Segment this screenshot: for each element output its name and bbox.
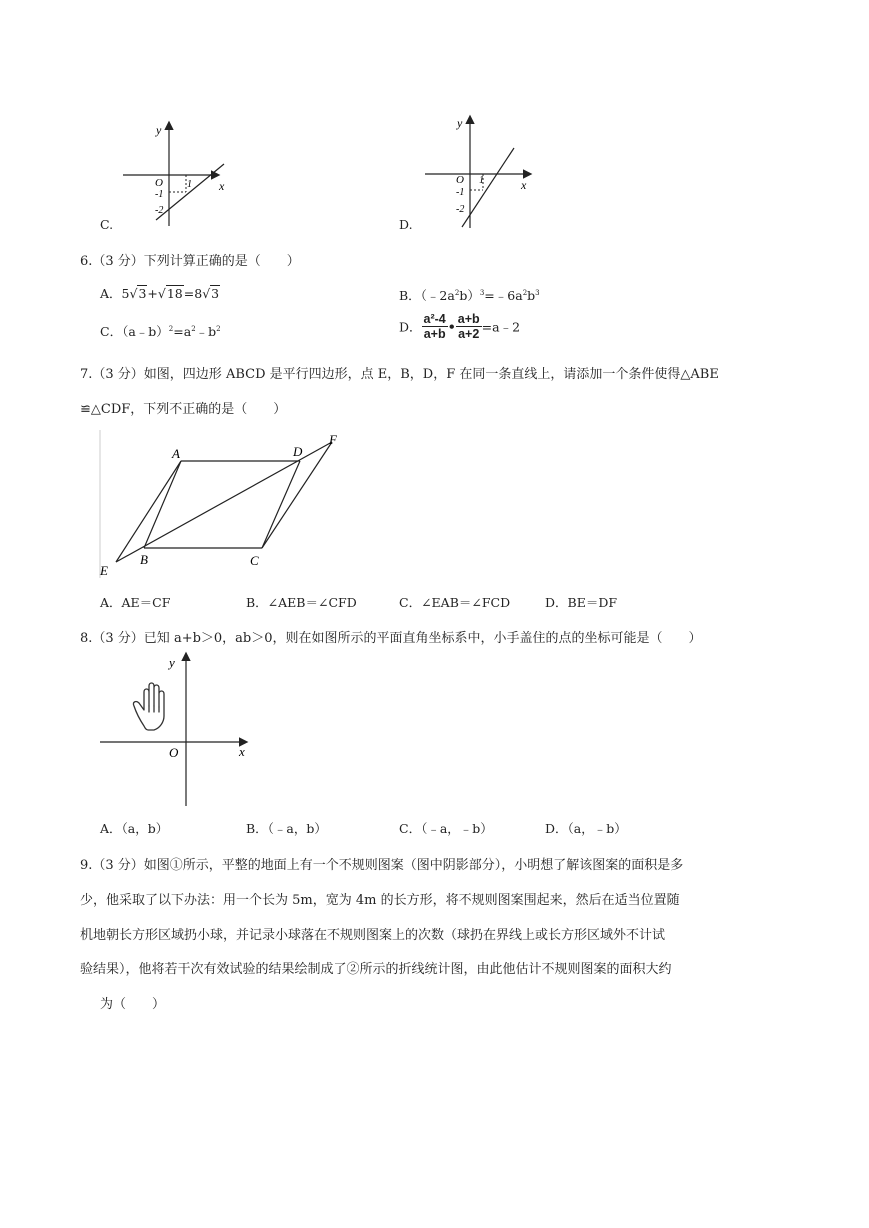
radicand: 3 bbox=[138, 286, 147, 301]
question-9-line1: 9.（3 分）如图①所示，平整的地面上有一个不规则图案（图中阴影部分），小明想了解该图案的面积是多 bbox=[80, 858, 684, 873]
coefficient: 5 bbox=[121, 286, 130, 301]
radicand: 18 bbox=[166, 286, 183, 301]
question-9-line3: 机地朝长方形区域扔小球，并记录小球落在不规则图案上的次数（球扔在界线上或长方形区域外不计试 bbox=[80, 928, 666, 943]
question-7-stem-line2: ≌△CDF，下列不正确的是（ ） bbox=[80, 402, 287, 417]
exponent: 2 bbox=[191, 324, 196, 333]
expr-part: ﹣b bbox=[195, 324, 217, 339]
q6-option-a: A．5√3+√18=8√3 bbox=[100, 286, 220, 301]
question-8-stem: 8.（3 分）已知 a+b＞0，ab＞0，则在如图所示的平面直角坐标系中，小手盖住的点的坐标可能是（ ） bbox=[80, 631, 702, 646]
plus-sign: + bbox=[147, 286, 158, 301]
option-label: C．（a﹣b） bbox=[100, 324, 169, 339]
option-label: B．（﹣2a bbox=[399, 288, 455, 303]
fraction-2 bbox=[456, 312, 482, 341]
expr-part: =﹣6a bbox=[484, 288, 523, 303]
coordinate-hand-figure bbox=[96, 650, 256, 810]
graph-option-c bbox=[118, 118, 238, 228]
q8-option-b: B．（﹣a，b） bbox=[246, 821, 327, 836]
graph-option-d bbox=[420, 112, 540, 230]
y-axis-label: y bbox=[156, 123, 162, 137]
tick-neg1-label: -1 bbox=[456, 187, 465, 198]
option-label: D． bbox=[399, 319, 422, 335]
x-axis-label: x bbox=[521, 178, 527, 192]
vertex-e-label: E bbox=[100, 563, 108, 578]
q8-option-c: C．（﹣a，﹣b） bbox=[399, 821, 493, 836]
denominator: a+2 bbox=[458, 327, 480, 341]
origin-label: O bbox=[155, 177, 163, 189]
option-d-label: D. bbox=[399, 217, 413, 232]
expr-part: b） bbox=[459, 288, 480, 303]
tick-1-label: 1 bbox=[187, 179, 192, 190]
numerator: a²-4 bbox=[423, 312, 446, 326]
denominator: a+b bbox=[423, 327, 446, 341]
option-label: A． bbox=[100, 286, 122, 301]
q6-option-b bbox=[399, 286, 540, 304]
q7-option-d: D．BE＝DF bbox=[545, 595, 618, 610]
fraction-1 bbox=[422, 312, 448, 341]
option-c-label: C. bbox=[100, 217, 114, 232]
question-9-line5: 为（ ） bbox=[100, 997, 166, 1012]
vertex-d-label: D bbox=[293, 444, 303, 459]
exponent: 2 bbox=[168, 324, 174, 333]
vertex-b-label: B bbox=[140, 552, 148, 567]
exponent: 2 bbox=[216, 324, 221, 333]
q7-option-a: A．AE＝CF bbox=[100, 595, 171, 610]
y-axis-label: y bbox=[169, 655, 175, 670]
question-6-stem: 6.（3 分）下列计算正确的是（ ） bbox=[80, 254, 300, 269]
equals-part: =8 bbox=[183, 286, 203, 301]
x-axis-label: x bbox=[219, 179, 225, 193]
y-axis-label: y bbox=[457, 116, 463, 130]
exponent: 2 bbox=[454, 288, 460, 297]
expr-part: b bbox=[527, 288, 536, 303]
tick-neg2-label: -2 bbox=[456, 204, 465, 215]
x-axis-label: x bbox=[239, 744, 245, 759]
tick-1-label: 1 bbox=[479, 175, 484, 186]
vertex-f-label: F bbox=[329, 432, 337, 447]
question-9-line4: 验结果），他将若干次有效试验的结果绘制成了②所示的折线统计图，由此他估计不规则图案的面积大约 bbox=[80, 962, 672, 977]
radicand: 3 bbox=[211, 286, 220, 301]
question-9-line2: 少，他采取了以下办法：用一个长为 5m，宽为 4m 的长方形，将不规则图案围起来，然后在适当位置随 bbox=[80, 893, 680, 908]
q6-option-c bbox=[100, 322, 221, 340]
multiply-dot: • bbox=[447, 319, 456, 334]
exponent: 3 bbox=[535, 288, 540, 297]
hand-icon bbox=[133, 683, 164, 730]
vertex-c-label: C bbox=[250, 553, 259, 568]
tick-neg1-label: -1 bbox=[155, 189, 164, 200]
origin-label: O bbox=[169, 745, 179, 760]
q7-option-c: C．∠EAB＝∠FCD bbox=[399, 595, 511, 610]
exponent: 3 bbox=[479, 288, 485, 297]
exponent: 2 bbox=[522, 288, 528, 297]
vertex-a-label: A bbox=[172, 446, 180, 461]
q7-option-b: B．∠AEB＝∠CFD bbox=[246, 595, 357, 610]
numerator: a+b bbox=[457, 312, 480, 326]
expr-part: =a bbox=[173, 324, 192, 339]
question-7-stem-line1: 7.（3 分）如图，四边形 ABCD 是平行四边形，点 E，B，D，F 在同一条直线上，请添加一个条件使得△ABE bbox=[80, 367, 719, 382]
origin-label: O bbox=[456, 174, 464, 186]
q8-option-a: A．（a，b） bbox=[100, 821, 169, 836]
tick-neg2-label: -2 bbox=[155, 205, 164, 216]
parallelogram-figure bbox=[96, 428, 356, 580]
expr-part: =a﹣2 bbox=[481, 319, 521, 335]
q6-option-d bbox=[399, 312, 520, 341]
q8-option-d: D．（a，﹣b） bbox=[545, 821, 627, 836]
